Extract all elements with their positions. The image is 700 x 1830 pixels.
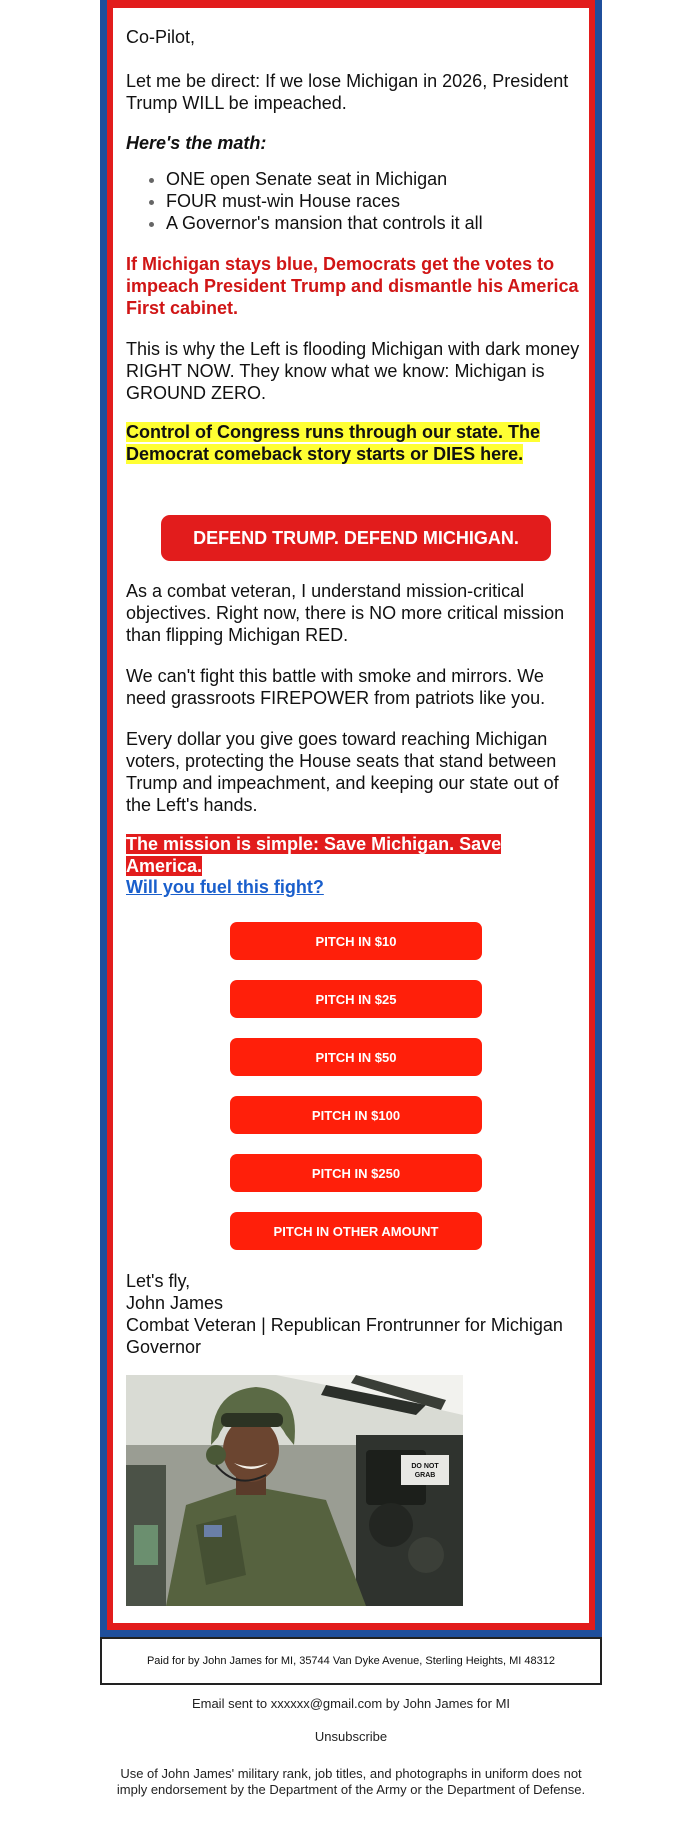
signer-name: John James	[126, 1293, 224, 1313]
pitch-250-button[interactable]: PITCH IN $250	[230, 1154, 482, 1192]
photo-sign-line2: GRAB	[414, 1472, 436, 1479]
mission-highlight-block	[126, 833, 581, 877]
fuel-link-block	[126, 876, 581, 898]
pilot-photo	[126, 1375, 463, 1606]
fuel-fight-link[interactable]: Will you fuel this fight?	[126, 877, 324, 897]
veteran-paragraph: As a combat veteran, I understand mission-critical objectives. Right now, there is NO more critical mission than flipping Michigan RED.	[126, 581, 565, 645]
pitch-10-button[interactable]: PITCH IN $10	[230, 922, 482, 960]
list-item: • A Governor's mansion that controls it all	[166, 212, 586, 234]
email-body	[113, 8, 589, 1623]
unsubscribe-link[interactable]: Unsubscribe	[314, 1729, 388, 1744]
list-item: • FOUR must-win House races	[166, 190, 586, 212]
math-list	[126, 168, 586, 234]
paid-for-disclaimer: Paid for by John James for MI, 35744 Van Dyke Avenue, Sterling Heights, MI 48312	[100, 1637, 602, 1685]
warning-paragraph: If Michigan stays blue, Democrats get the votes to impeach President Trump and dismantle his America First cabinet.	[126, 254, 579, 318]
military-disclaimer: Use of John James' military rank, job titles, and photographs in uniform does not imply endorsement by the Department of the Army or the Department of Defense.	[116, 1766, 586, 1797]
signer-title: Combat Veteran | Republican Frontrunner for Michigan Governor	[126, 1315, 563, 1357]
pitch-other-button[interactable]: PITCH IN OTHER AMOUNT	[230, 1212, 482, 1250]
pitch-50-button[interactable]: PITCH IN $50	[230, 1038, 482, 1076]
sent-to-text: Email sent to xxxxxx@gmail.com by John James for MI	[191, 1696, 511, 1711]
congress-highlight: Control of Congress runs through our state. The Democrat comeback story starts or DIES here.	[126, 422, 540, 464]
email-frame-red-border	[107, 0, 595, 1630]
congress-highlight-block	[126, 421, 581, 465]
greeting: Co-Pilot,	[126, 27, 196, 47]
pitch-100-button[interactable]: PITCH IN $100	[230, 1096, 482, 1134]
pitch-25-button[interactable]: PITCH IN $25	[230, 980, 482, 1018]
intro-paragraph: Let me be direct: If we lose Michigan in 2026, President Trump WILL be impeached.	[126, 71, 569, 113]
math-heading: Here's the math:	[126, 133, 267, 153]
signoff: Let's fly,	[126, 1271, 191, 1291]
list-item: • ONE open Senate seat in Michigan	[166, 168, 586, 190]
dollar-paragraph: Every dollar you give goes toward reaching Michigan voters, protecting the House seats that stand between Trump and impeachment, and keeping our state out of the Left's hands.	[126, 729, 559, 815]
photo-sign-line1: DO NOT	[411, 1463, 439, 1470]
firepower-paragraph: We can't fight this battle with smoke and mirrors. We need grassroots FIREPOWER from patriots like you.	[126, 666, 546, 708]
dark-money-paragraph: This is why the Left is flooding Michigan with dark money RIGHT NOW. They know what we know: Michigan is GROUND ZERO.	[126, 339, 580, 403]
mission-highlight: The mission is simple: Save Michigan. Save America.	[126, 834, 502, 876]
email-frame-blue-border	[100, 0, 602, 1637]
defend-trump-button[interactable]: DEFEND TRUMP. DEFEND MICHIGAN.	[161, 515, 551, 561]
